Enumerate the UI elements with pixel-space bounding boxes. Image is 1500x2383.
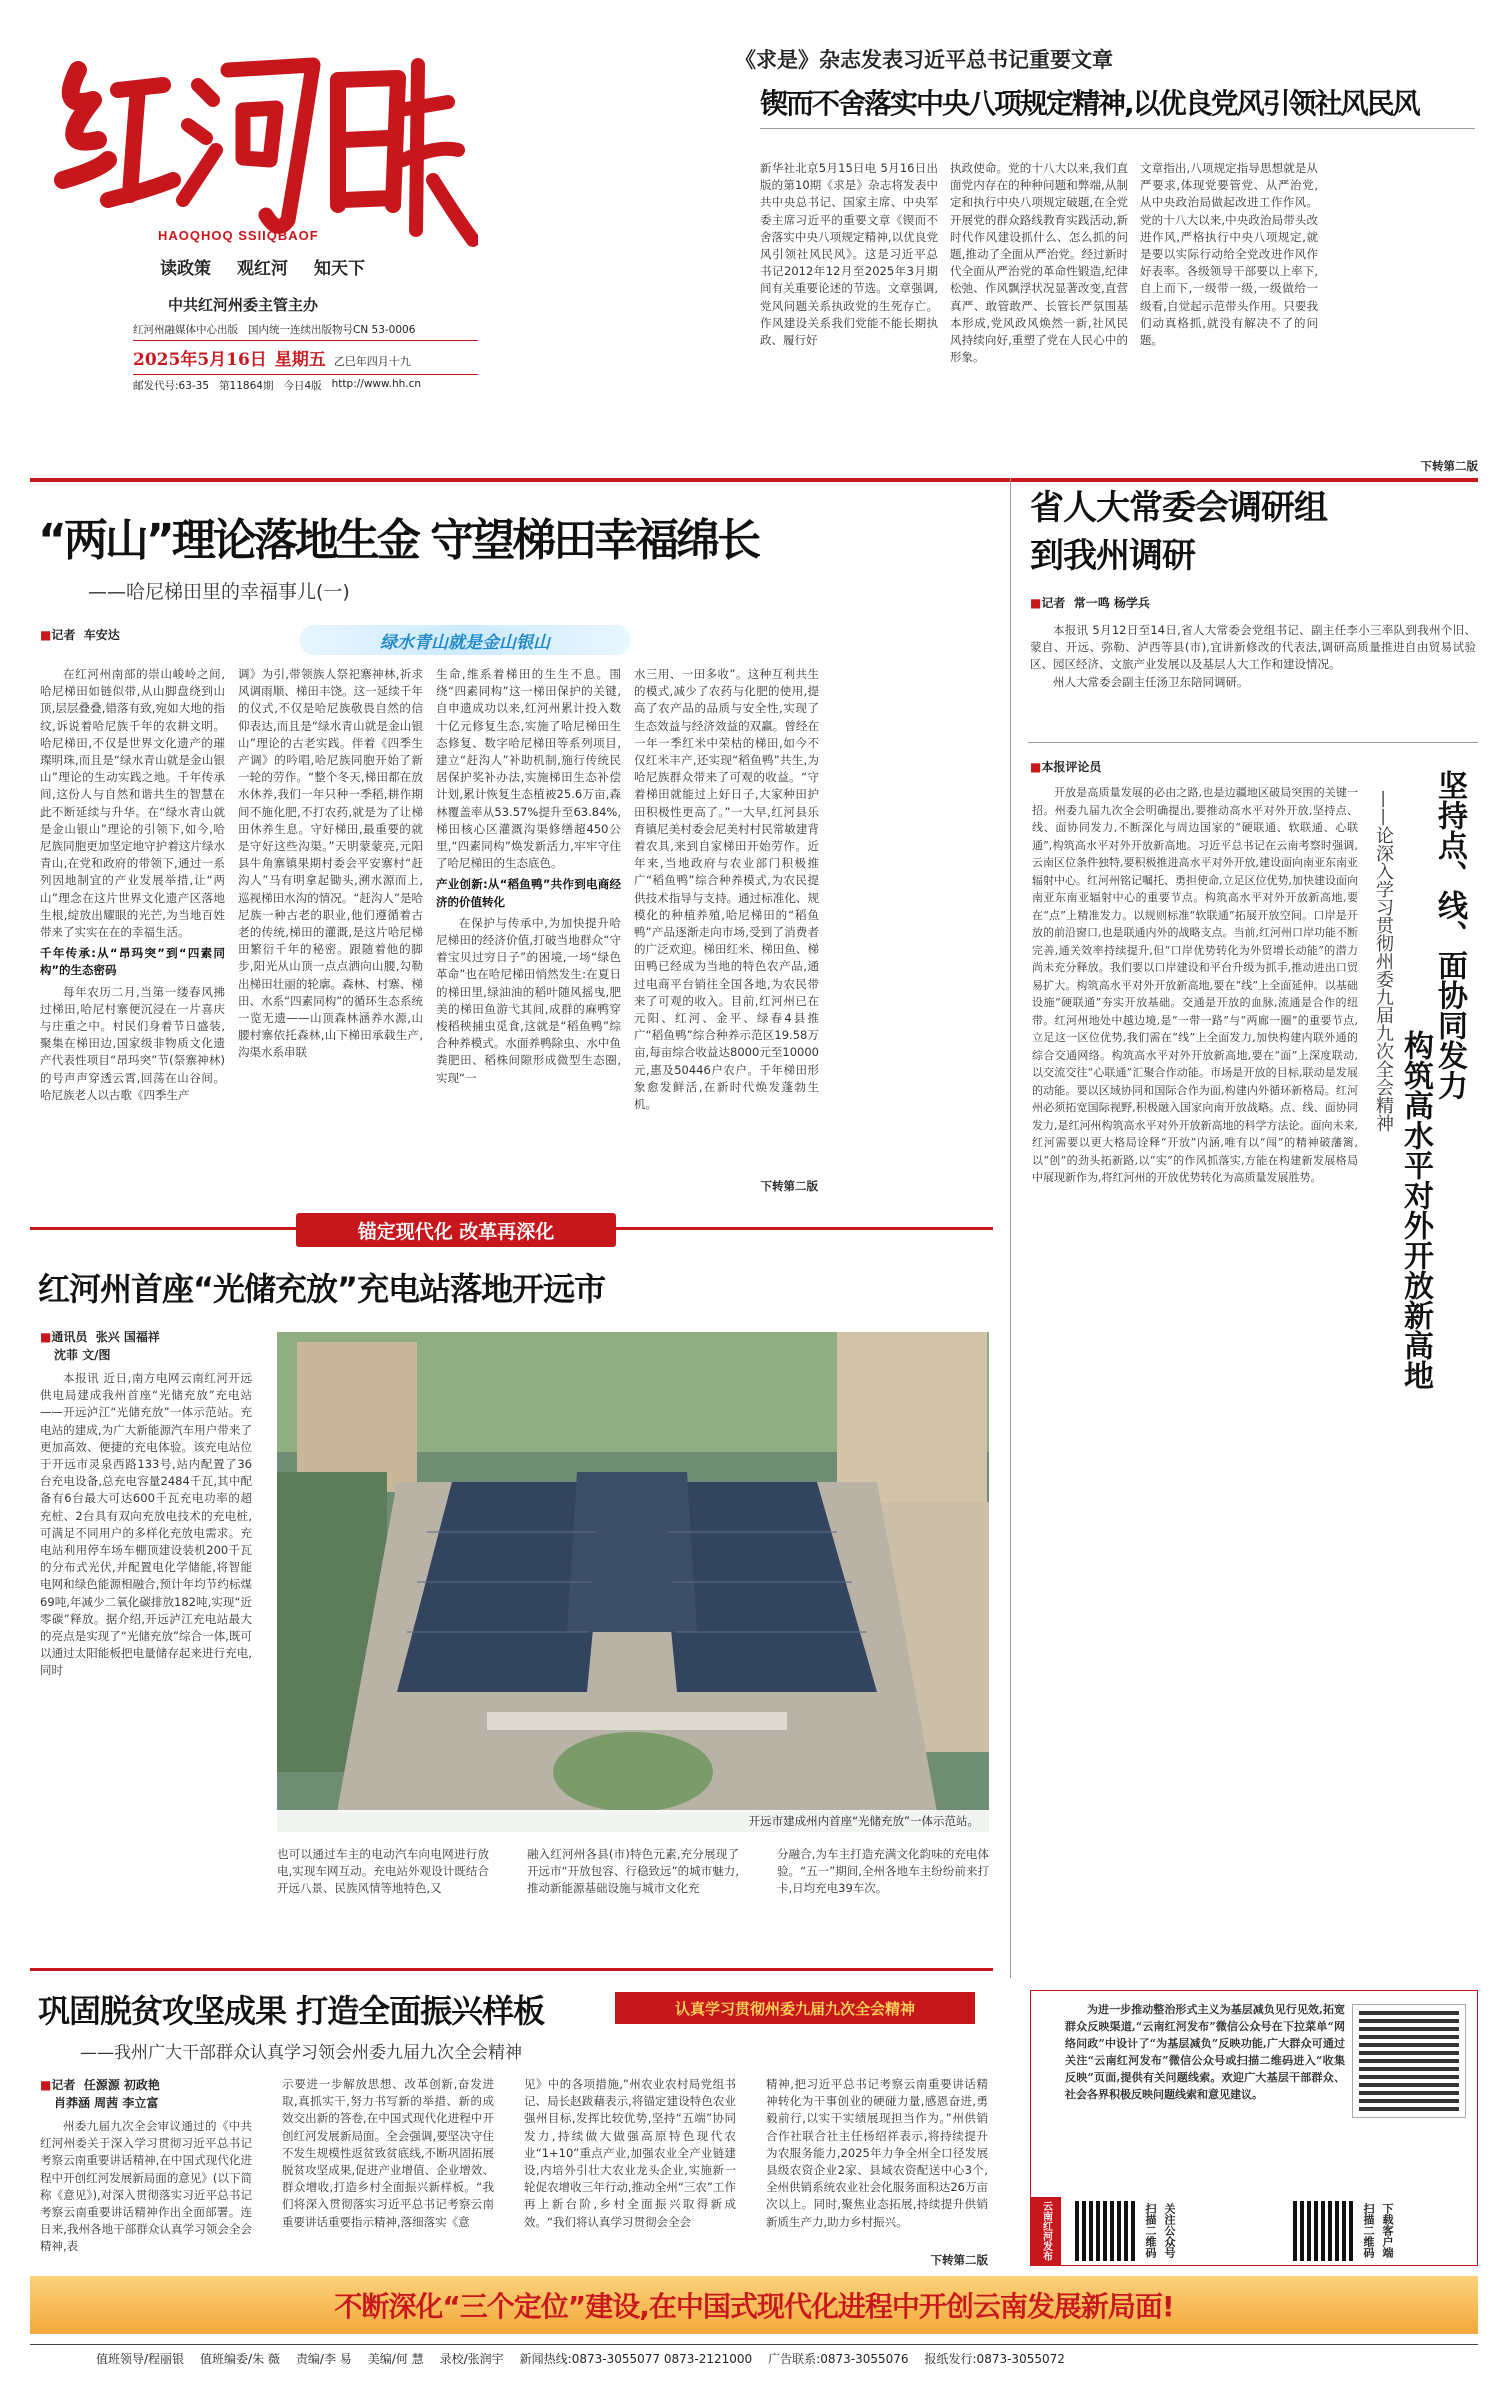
charging-photo [277,1332,989,1832]
top-story-headline[interactable]: 锲而不舍落实中央八项规定精神,以优良党风引领社风民风 [760,87,1419,120]
lead-story-col1: 在红河州南部的崇山峻岭之间,哈尼梯田如链似带,从山脚盘绕到山顶,层层叠叠,错落有致,宛如大地的指纹,诉说着哈尼族千年的农耕文明。哈尼梯田,不仅是世界文化遗产的璀璨明珠,而且是“绿水青山就是金山银山”理论的生动实践之地。千年传承间,这份人与自然和谐共生的智慧在此不断延续与升华。在“绿水青山就是金山银山”理论的引领下,如今,哈尼族同胞更加坚定地守护着这片绿水青山,在党和政府的带领下,通过一系列因地制宜的产业发展举措,让“两山”理念在这片世界文化遗产区落地生根,绽放出耀眼的光芒,为当地百姓带来了实实在在的幸福生活。 千年传承:从“昂玛突”到“四素同构”的生态密码 每年农历二月,当第一缕春风拂过梯田,哈尼村寨便沉浸在一片喜庆与庄重之中。村民们身着节日盛装,聚集在梯田边,国家级非物质文化遗产代表性项目“昂玛突”节(祭寨神林)的号声声穿透云霄,回荡在山谷间。哈尼族老人以古歌《四季生产 [40,667,225,1102]
poverty-tag [615,1992,975,2024]
section-banner-text: 锚定现代化 改革再深化 [357,1220,555,1243]
poverty-col2: 示要进一步解放思想、改革创新,奋发进取,真抓实干,努力书写新的举措、新的成效交出新的答卷,在中国式现代化进程中开创红河发展新局面。全会强调,要坚决守住不发生规模性返贫致贫底线,不断巩固拓展脱贫攻坚成果,促进产业增值、企业增效、群众增收,打造乡村全面振兴新样板。“我们将深入贯彻落实习近平总书记考察云南重要讲话重要指示精神,落细落实《意 [282,2077,494,2229]
page-count: 今日4版 [283,380,322,392]
promo-box [1030,1990,1478,2266]
top-story-kicker: 《求是》杂志发表习近平总书记重要文章 [735,47,1113,72]
commentary-label: ■本报评论员 [1030,760,1102,774]
commentary-body: 开放是高质量发展的必由之路,也是边疆地区破局突围的关键一招。州委九届九次全会明确提出,要推动高水平对外开放,坚持点、线、面协同发力,不断深化与周边国家的“硬联通、软联通、心联通”,构筑高水平对外开放新高地。习近平总书记在云南考察时强调,云南区位条件独特,要积极推进高水平对外开放,建设面向南亚东南亚辐射中心。红河州铭记嘱托、勇担使命,立足区位优势,加快建设面向南亚东南亚辐射中心的重要节点。构筑高水平对外开放新高地,要在“点”上精准发力。以规则标准“软联通”拓展开放空间。口岸是开放的前沿窗口,也是联通内外的战略支点。当前,红河州口岸功能不断完善,通关效率持续提升,但“口岸优势转化为外贸增长动能”的潜力尚未充分释放。我们要以口岸建设和平台升级为抓手,推动进出口贸易扩大。构筑高水平对外开放新高地,要在“线”上全面延伸。以基础设施“硬联通”夯实开放基础。交通是开放的血脉,流通是合作的纽带。红河州地处中越边境,是“一带一路”与“两廊一圈”的重要节点,立足这一区位优势,我们需在“线”上全面发力,加快构建内联外通的综合交通网络。构筑高水平对外开放新高地,要在“面”上深度联动,以交流交往“心联通”汇聚合作动能。市场是开放的目标,联动是发展的动能。要以区域协同和国际合作为面,构建内外循环新格局。红河州必须拓宽国际视野,积极融入国家向南开放战略。点、线、面协同发力,是红河州构筑高水平对外开放新高地的科学方法论。面向未来,红河需要以更大格局诠释“开放”内涵,唯有以“闯”的精神破藩篱,以“创”的劲头拓新路,以“实”的作风抓落实,方能在构建新发展格局中展现新作为,将红河州的开放优势转化为高质量发展胜势。 [1032,786,1358,1184]
charging-col4: 分融合,为车主打造充满文化韵味的充电体验。“五一”期间,全州各地车主纷纷前来打卡,日均充电39车次。 [777,1847,989,1896]
footer-item: 值班编委/朱 薇 [200,2352,280,2366]
poverty-subhead: ——我州广大干部群众认真学习领会州委九届九次全会精神 [80,2043,522,2063]
npc-byline: ■记者 常一鸣 杨学兵 [1030,596,1150,610]
top-story-col2: 执政使命。党的十八大以来,我们直面党内存在的种种问题和弊端,从制定和执行中央八项规定破题,在全党开展党的群众路线教育实践活动,新时代作风建设抓什么、怎么抓的问题,推动了全面从严治党。经过新时代全面从严治党的革命性锻造,纪律松弛、作风飘浮状况显著改变,直营真严、敢管敢严、长管长严氛围基本形成,党风政风焕然一新,社风民风持续向好,重塑了党在人民心中的形象。 [950,161,1128,365]
charging-col1: 本报讯 近日,南方电网云南红河开远供电局建成我州首座“光储充放”充电站——开远泸江“光储充放”一体示范站。充电站的建成,为广大新能源汽车用户带来了更加高效、便捷的充电体验。该充电站位于开远市灵泉西路133号,站内配置了36台充电设备,总充电容量2484千瓦,其中配备有6台最大可达600千瓦充电功率的超充桩、2台具有双向充放电技术的充电桩,可满足不同用户的多样化充放电需求。充电站利用停车场车棚顶建设装机200千瓦的分布式光伏,并配置电化学储能,将智能电网和绿色能源相融合,预计年均节约标煤69吨,年减少二氧化碳排放182吨,实现“近零碳”释放。据介绍,开远泸江充电站最大的亮点是实现了“光储充放”综合一体,既可以通过太阳能板把电量储存起来进行充电,同时 [40,1371,252,1678]
lead-story-byline: ■记者 车安达 [40,628,120,642]
charging-headline[interactable]: 红河州首座“光储充放”充电站落地开远市 [38,1270,606,1308]
publisher: 红河州融媒体中心出版 [133,324,238,336]
top-story-continued[interactable]: 下转第二版 [1420,459,1478,473]
promo-side-label: 云南红河发布 [1031,2197,1061,2265]
issue-date: 2025年5月16日 [133,350,267,370]
postal-code: 邮发代号:63-35 [133,380,210,392]
commentary-subtitle: ——论深入学习贯彻州委九届九次全会精神 [1373,790,1394,1132]
promo-qr-2[interactable] [1293,2201,1353,2261]
footer-item: 广告联系:0873-3055076 [768,2352,909,2366]
commentary-title-a[interactable]: 坚持点、线、面协同发力 [1432,770,1467,1100]
issue-number: 第11864期 [219,380,274,392]
poverty-headline[interactable]: 巩固脱贫攻坚成果 打造全面振兴样板 [38,1992,545,2030]
footer-item: 责编/李 易 [295,2352,352,2366]
poverty-col4: 精神,把习近平总书记考察云南重要讲话精神转化为干事创业的硬碰力量,感恩奋进,勇毅前行,以实干实绩展现担当作为。”州供销合作社联合社主任杨绍祥表示,将持续提升为农服务能力,2025年力争全州全口径发展县级农资企业2家、县域农资配送中心3个,全州供销系统农业社会化服务面积达26万亩次以上。同时,聚焦业态拓展,持续提升供销新质生产力,助力乡村振兴。 [766,2077,988,2229]
masthead-info [133,322,478,393]
masthead-pinyin: HAOQHOQ SSIIQBAOF [158,228,319,243]
slogan-item: 观红河 [237,259,288,279]
poverty-col3: 见》中的各项措施,”州农业农村局党组书记、局长赵跋藉表示,将锚定建设特色农业强州目标,发挥比较优势,坚持“五端”协同发力,持续做大做强高原特色现代农业“1+10”重点产业,加强农业全产业链建设,内培外引壮大农业龙头企业,实施新一轮促农增收三年行动,推动全州“三农”工作再上新台阶,乡村全面振兴取得新成效。“我们将认真学习贯彻会全会 [524,2077,736,2229]
charging-station-photo [277,1332,989,1832]
poverty-tag-text: 认真学习贯彻州委九届九次全会精神 [674,1999,915,2018]
website[interactable]: http://www.hh.cn [331,378,422,390]
top-story-col3: 文章指出,八项规定指导思想就是从严要求,体现党要管党、从严治党,从中央政治局做起改进工作作风。党的十八大以来,中央政治局带头改进作风,严格执行中央八项规定,就是要以实际行动给全党改进作风作好表率。各级领导干部要以上率下,自上而下,一级带一级,一级做给一级看,自觉起示范带头作用。只要我们动真格抓,就没有解决不了的问题。 [1140,161,1318,348]
poverty-continued[interactable]: 下转第二版 [930,2253,988,2267]
top-story-col1: 新华社北京5月15日电 5月16日出版的第10期《求是》杂志将发表中共中央总书记、国家主席、中央军委主席习近平的重要文章《锲而不舍落实中央八项规定精神,以优良党风引领社风民风》。这是习近平总书记2012年12月至2025年3月期间有关重要论述的节选。文章强调,党风问题关系执政党的生死存亡。作风建设关系我们党能不能长期执政、履行好 [760,161,938,348]
footer-item: 报纸发行:0873-3055072 [924,2352,1065,2366]
promo-qr-top[interactable] [1353,2005,1465,2117]
charging-byline: ■通讯员 张兴 国福祥 沈菲 文/图 [40,1330,160,1362]
lead-story-col3: 生命,维系着梯田的生生不息。围绕“四素同构”这一梯田保护的关键,自申遗成功以来,红河州累计投入数十亿元修复生态,实施了哈尼梯田生态修复、数字哈尼梯田等系列项目,建立“赶沟人”补助机制,施行传统民居保护奖补办法,实施梯田生态补偿计划,累计恢复生态植被25.6万亩,森林覆盖率从53.57%提升至63.84%,梯田核心区灌溉沟渠修缮超450公里,“四素同构”焕发新活力,牢牢守住了哈尼梯田的生态底色。 产业创新:从“稻鱼鸭”共作到电商经济的价值转化 在保护与传承中,为加快提升哈尼梯田的经济价值,打破当地群众“守着宝贝过穷日子”的困境,一场“绿色革命”也在哈尼梯田悄然发生:在夏日的梯田里,绿油油的稻叶随风摇曳,肥美的梯田鱼游弋其间,成群的麻鸭穿梭稻秧捕虫觅食,这就是“稻鱼鸭”综合种养模式。水面养鸭除虫、水中鱼粪肥田、稻株间隙形成微型生态圈,实现“一 [436,667,621,1085]
lead-story-banner [300,625,630,655]
promo-qr-1[interactable] [1075,2201,1135,2261]
slogan-item: 知天下 [314,259,365,279]
promo-qr-1-label: 扫描二维码 关注公众号 [1144,2203,1176,2258]
masthead-sponsor: 中共红河州委主管主办 [168,296,319,314]
footer-item: 新闻热线:0873-3055077 0873-2121000 [519,2352,753,2366]
charging-col3: 融入红河州各县(市)特色元素,充分展现了开远市“开放包容、行稳致远”的城市魅力,推动新能源基础设施与城市文化充 [527,1847,739,1896]
promo-qr-2-label: 扫描二维码 下载客户端 [1362,2203,1394,2258]
footer-item: 录校/张润宇 [439,2352,504,2366]
lead-story-subhead: ——哈尼梯田里的幸福事儿(一) [88,581,350,603]
commentary-title-b[interactable]: 构筑高水平对外开放新高地 [1398,1030,1433,1390]
section-banner-box [296,1213,616,1247]
lead-story-col4: 水三用、一田多收”。这种互利共生的模式,减少了农药与化肥的使用,提高了农产品的品质与安全性,实现了生态效益与经济效益的双赢。曾经在一年一季红米中荣枯的梯田,如今不仅红米丰产,还实现“稻鱼鸭”共生,为哈尼族群众带来了可观的收益。“守着梯田就能过上好日子,大家种田护田积极性更高了。”一大早,红河县乐育镇尼美村委会尼美村村民常敏建背着农具,来到自家梯田开始劳作。近年来,当地政府与农业部门积极推广“稻鱼鸭”综合种养模式,为农民提供技术指导与支持。通过标准化、规模化的种植养殖,哈尼梯田的“稻鱼鸭”产品逐渐走向市场,受到了消费者的广泛欢迎。梯田红米、梯田鱼、梯田鸭已经成为当地的特色农产品,通过电商平台销往全国各地,为农民带来了可观的收入。目前,红河州已在元阳、红河、金平、绿春4县推广“稻鱼鸭”综合种养示范区19.58万亩,每亩综合收益达8000元至10000元,惠及50446户农户。千年梯田形象愈发鲜活,在新时代焕发蓬勃生机。 [634,667,819,1112]
lunar-date: 乙巳年四月十九 [333,355,411,368]
masthead-slogan [160,254,365,279]
top-story-col4 [1330,160,1478,450]
banner-text: 绿水青山就是金山银山 [380,632,550,653]
photo-caption: 开远市建成州内首座“光储充放”一体示范站。 [277,1810,989,1832]
poverty-byline: ■记者 任源源 初政艳 肖莽涵 周茜 李立富 [40,2078,160,2110]
cn-number: 国内统一连续出版物号CN 53-0006 [248,324,416,336]
npc-headline-2[interactable]: 到我州调研 [1030,536,1195,576]
bottom-banner-text: 不断深化“三个定位”建设,在中国式现代化进程中开创云南发展新局面! [334,2290,1174,2323]
npc-body: 本报讯 5月12日至14日,省人大常委会党组书记、副主任李小三率队到我州个旧、蒙自、开远、弥勒、泸西等县(市),宜讲新修改的代表法,调研高质量推进自由贸易试验区、园区经济、文旅产业发展以及基层人大工作和建设情况。 州人大常委会副主任汤卫东陪同调研。 [1030,623,1476,689]
masthead [38,30,478,410]
lead-story-headline[interactable]: “两山”理论落地生金 守望梯田幸福绵长 [38,515,759,566]
lead-story-continued[interactable]: 下转第二版 [760,1179,818,1193]
bottom-banner [30,2276,1478,2334]
lead-story-col2: 调》为引,带领族人祭祀寨神林,祈求风调雨顺、梯田丰饶。这一延续千年的仪式,不仅是哈尼族敬畏自然的信仰表达,而且是“绿水青山就是金山银山”理论的古老实践。伴着《四季生产调》的吟唱,哈尼族同胞开始了新一轮的劳作。“整个冬天,梯田都在放水休养,我们一年只种一季稻,耕作期间不施化肥,不打农药,就是为了让梯田休养生息。守好梯田,最重要的就是守好这些沟渠。”天明蒙蒙亮,元阳县牛角寨镇果期村委会平安寨村“赶沟人”马有明拿起锄头,溯水源而上,巡视梯田水沟的情况。“赶沟人”是哈尼族一种古老的职业,他们遵循着古老的传统,梯田的灌溉,是这片哈尼梯田繁衍千年的秘密。跟随着他的脚步,阳光从山顶一点点洒向山腰,勾勒出梯田壮丽的轮廓。森林、村寨、梯田、水系“四素同构”的循环生态系统一览无遗——山顶森林涵养水源,山腰村寨依托森林,山下梯田承载生产,沟渠水系串联 [238,667,423,1060]
footer [30,2344,1478,2372]
slogan-item: 读政策 [160,259,211,279]
weekday: 星期五 [274,350,326,370]
footer-item: 美编/何 慧 [367,2352,424,2366]
charging-col2: 也可以通过车主的电动汽车向电网进行放电,实现车网互动。充电站外观设计既结合开远八景、民族风情等地特色,又 [277,1847,489,1896]
footer-item: 值班领导/程丽银 [96,2352,185,2366]
npc-headline-1[interactable]: 省人大常委会调研组 [1030,488,1327,528]
promo-text: 为进一步推动整治形式主义为基层减负见行见效,拓宽群众反映渠道,“云南红河发布”微信公众号在下拉菜单“网络问政”中设计了“为基层减负”反映功能,广大群众可通过关注“云南红河发布”微信公众号或扫描二维码进入“收集反映”页面,提供有关问题线索。欢迎广大基层干部群众、社会各界积极反映问题线索和意见建议。 [1065,2003,1345,2101]
poverty-col1: 州委九届九次全会审议通过的《中共红河州委关于深入学习贯彻习近平总书记考察云南重要讲话精神,在中国式现代化进程中开创红河发展新局面的意见》(以下简称《意见》),对深入贯彻落实习近平总书记考察云南重要讲话精神作出全面部署。连日来,我州各地干部群众认真学习领会全会精神,表 [40,2119,252,2254]
